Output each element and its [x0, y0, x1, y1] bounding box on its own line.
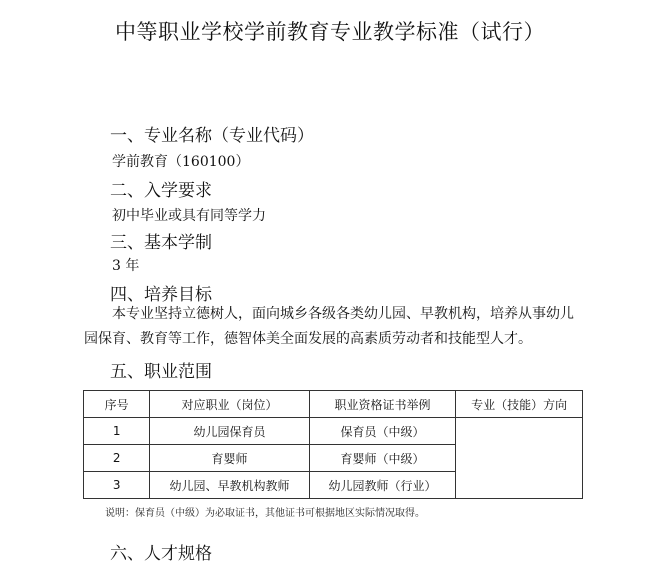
document-title: 中等职业学校学前教育专业教学标准（试行）	[115, 20, 545, 44]
heading-duration: 三、基本学制	[110, 233, 212, 253]
header-certificate: 职业资格证书举例	[309, 391, 456, 418]
row-certificate: 幼儿园教师（行业）	[309, 472, 456, 499]
objectives-text: 本专业坚持立德树人，面向城乡各级各类幼儿园、早教机构，培养从事幼儿园保育、教育等工作，德智体美全面发展的高素质劳动者和技能型人才。	[84, 306, 574, 347]
heading-objectives: 四、培养目标	[110, 285, 212, 305]
heading-admission: 二、入学要求	[110, 181, 212, 201]
row-certificate: 保育员（中级）	[309, 418, 456, 445]
table-header-row	[84, 391, 583, 418]
career-scope-table	[83, 390, 583, 499]
row-occupation: 幼儿园、早教机构教师	[150, 472, 309, 499]
row-index: 2	[84, 445, 150, 472]
header-direction: 专业（技能）方向	[456, 391, 583, 418]
header-occupation: 对应职业（岗位）	[150, 391, 309, 418]
duration-text: 3 年	[112, 258, 140, 274]
heading-major-name: 一、专业名称（专业代码）	[110, 126, 314, 146]
table-row	[84, 418, 583, 445]
header-index: 序号	[84, 391, 150, 418]
major-name-text: 学前教育（160100）	[112, 154, 250, 170]
row-certificate: 育婴师（中级）	[309, 445, 456, 472]
row-occupation: 育婴师	[150, 445, 309, 472]
admission-text: 初中毕业或具有同等学力	[112, 208, 266, 224]
heading-talent-spec: 六、人才规格	[110, 544, 212, 564]
row-index: 3	[84, 472, 150, 499]
direction-cell	[456, 418, 583, 499]
row-index: 1	[84, 418, 150, 445]
row-occupation: 幼儿园保育员	[150, 418, 309, 445]
table-note: 说明：保育员（中级）为必取证书，其他证书可根据地区实际情况取得。	[105, 508, 425, 519]
heading-career-scope: 五、职业范围	[110, 362, 212, 382]
